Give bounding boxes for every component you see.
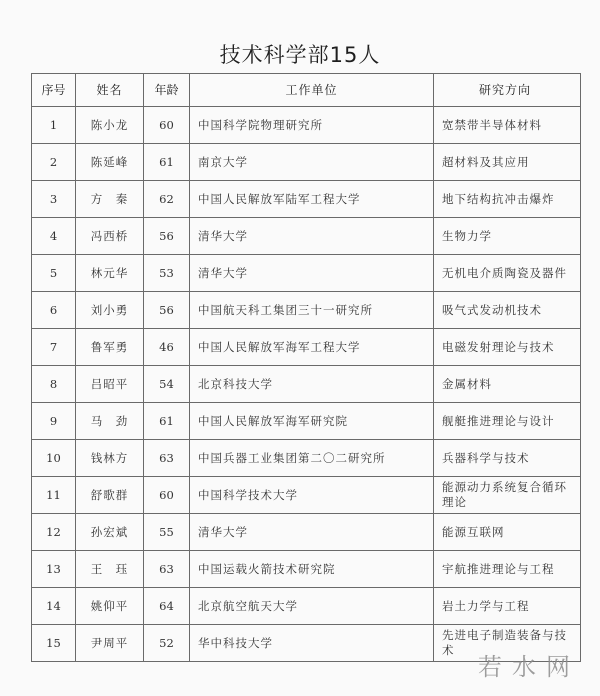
cell-no: 11 [32, 477, 76, 514]
page-title: 技术科学部15人 [219, 43, 381, 67]
cell-no: 5 [32, 255, 76, 292]
cell-name: 刘小勇 [76, 292, 144, 329]
cell-age: 46 [144, 329, 190, 366]
header-no: 序号 [32, 74, 76, 107]
cell-no: 7 [32, 329, 76, 366]
cell-name: 舒歌群 [76, 477, 144, 514]
cell-no: 6 [32, 292, 76, 329]
cell-no: 15 [32, 625, 76, 662]
cell-no: 2 [32, 144, 76, 181]
cell-direction: 先进电子制造装备与技术 [434, 625, 581, 662]
cell-org: 北京科技大学 [190, 366, 434, 403]
cell-age: 64 [144, 588, 190, 625]
cell-org: 中国兵器工业集团第二〇二研究所 [190, 440, 434, 477]
table-row [32, 477, 581, 514]
cell-org: 清华大学 [190, 218, 434, 255]
table-row [32, 403, 581, 440]
cell-no: 9 [32, 403, 76, 440]
cell-direction: 电磁发射理论与技术 [434, 329, 581, 366]
cell-name: 尹周平 [76, 625, 144, 662]
table-row [32, 366, 581, 403]
watermark-logo: 若水网 [478, 653, 580, 681]
cell-org: 中国航天科工集团三十一研究所 [190, 292, 434, 329]
cell-age: 56 [144, 292, 190, 329]
header-name: 姓名 [76, 74, 144, 107]
cell-direction: 能源互联网 [434, 514, 581, 551]
cell-name: 陈延峰 [76, 144, 144, 181]
cell-direction: 无机电介质陶瓷及器件 [434, 255, 581, 292]
table-row [32, 144, 581, 181]
header-org: 工作单位 [190, 74, 434, 107]
table-row [32, 329, 581, 366]
cell-org: 中国人民解放军海军研究院 [190, 403, 434, 440]
cell-age: 63 [144, 440, 190, 477]
cell-direction: 兵器科学与技术 [434, 440, 581, 477]
members-table [31, 73, 581, 662]
cell-name: 鲁军勇 [76, 329, 144, 366]
cell-direction: 宽禁带半导体材料 [434, 107, 581, 144]
cell-org: 中国科学院物理研究所 [190, 107, 434, 144]
cell-no: 8 [32, 366, 76, 403]
table-row [32, 551, 581, 588]
cell-no: 3 [32, 181, 76, 218]
table-row [32, 588, 581, 625]
cell-age: 60 [144, 107, 190, 144]
cell-direction: 舰艇推进理论与设计 [434, 403, 581, 440]
cell-no: 1 [32, 107, 76, 144]
cell-age: 56 [144, 218, 190, 255]
cell-direction: 生物力学 [434, 218, 581, 255]
cell-name: 陈小龙 [76, 107, 144, 144]
cell-name: 马 劲 [76, 403, 144, 440]
table-row [32, 107, 581, 144]
table-row [32, 440, 581, 477]
cell-name: 姚仰平 [76, 588, 144, 625]
cell-org: 中国人民解放军陆军工程大学 [190, 181, 434, 218]
cell-direction: 地下结构抗冲击爆炸 [434, 181, 581, 218]
cell-org: 中国人民解放军海军工程大学 [190, 329, 434, 366]
cell-direction: 能源动力系统复合循环理论 [434, 477, 581, 514]
cell-no: 12 [32, 514, 76, 551]
cell-direction: 岩土力学与工程 [434, 588, 581, 625]
cell-org: 清华大学 [190, 514, 434, 551]
cell-name: 林元华 [76, 255, 144, 292]
header-age: 年龄 [144, 74, 190, 107]
cell-org: 清华大学 [190, 255, 434, 292]
cell-direction: 金属材料 [434, 366, 581, 403]
cell-no: 10 [32, 440, 76, 477]
cell-org: 南京大学 [190, 144, 434, 181]
cell-name: 方 秦 [76, 181, 144, 218]
table-row [32, 255, 581, 292]
cell-org: 北京航空航天大学 [190, 588, 434, 625]
cell-org: 中国科学技术大学 [190, 477, 434, 514]
cell-name: 冯西桥 [76, 218, 144, 255]
cell-age: 60 [144, 477, 190, 514]
cell-age: 61 [144, 144, 190, 181]
cell-name: 钱林方 [76, 440, 144, 477]
cell-age: 53 [144, 255, 190, 292]
cell-no: 14 [32, 588, 76, 625]
cell-direction: 吸气式发动机技术 [434, 292, 581, 329]
cell-no: 4 [32, 218, 76, 255]
cell-age: 54 [144, 366, 190, 403]
cell-age: 52 [144, 625, 190, 662]
cell-age: 55 [144, 514, 190, 551]
cell-direction: 宇航推进理论与工程 [434, 551, 581, 588]
cell-direction: 超材料及其应用 [434, 144, 581, 181]
table-row [32, 218, 581, 255]
table-row [32, 292, 581, 329]
cell-no: 13 [32, 551, 76, 588]
table-header-row [32, 74, 581, 107]
cell-age: 61 [144, 403, 190, 440]
cell-org: 中国运载火箭技术研究院 [190, 551, 434, 588]
cell-name: 孙宏斌 [76, 514, 144, 551]
cell-age: 62 [144, 181, 190, 218]
cell-name: 吕昭平 [76, 366, 144, 403]
header-direction: 研究方向 [434, 74, 581, 107]
table-row [32, 181, 581, 218]
table-row [32, 514, 581, 551]
cell-age: 63 [144, 551, 190, 588]
cell-org: 华中科技大学 [190, 625, 434, 662]
cell-name: 王 珏 [76, 551, 144, 588]
